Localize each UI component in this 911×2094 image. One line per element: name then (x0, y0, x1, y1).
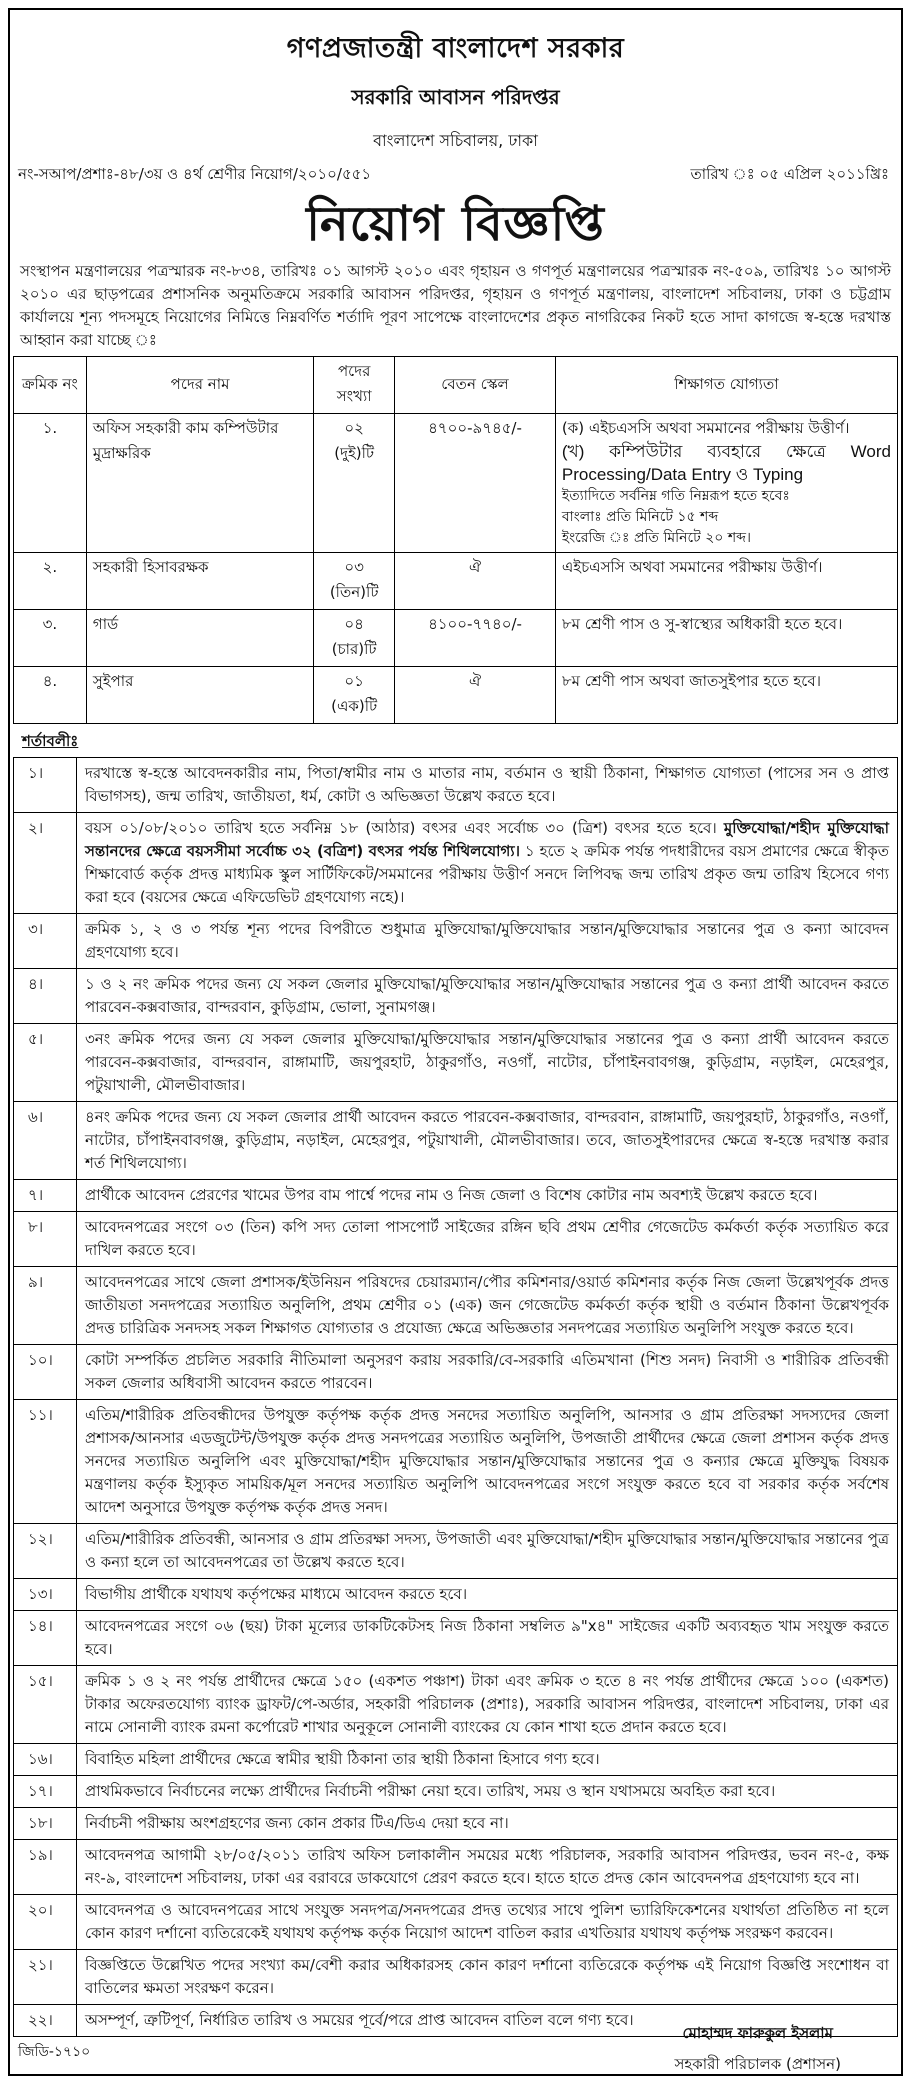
count-words: (এক)টি (331, 697, 378, 715)
term-row (14, 914, 898, 969)
header-serial: ক্রমিক নং (14, 357, 87, 414)
term-text: এতিম/শারীরিক প্রতিবন্ধী, আনসার ও গ্রাম প্রতিরক্ষা সদস্য, উপজাতী এবং মুক্তিযোদ্ধা/শহীদ মুক্তিযোদ্ধার সন্তান/মুক্তিযোদ্ধার সন্তানের পুত্র ও কন্যা হলে তা আবেদনপত্রের তা উল্লেখ করতে হবে। (77, 1524, 898, 1579)
row-serial: ৪. (14, 667, 87, 724)
term-text: আবেদনপত্র ও আবেদনপত্রের সাথে সংযুক্ত সনদপত্র/সনদপত্রের প্রদত্ত তথ্যের সাথে পুলিশ ভ্যারিফিকেশনের যথার্থতা প্রতিষ্ঠিত না হলে কোন কারণ দর্শানো ব্যতিরেকেই যথাযথ কর্তৃপক্ষ কর্তৃক নিয়োগ আদেশ বাতিল করার এখতিয়ার যথাযথ কর্তৃপক্ষ সংরক্ষণ করবেন। (77, 1895, 898, 1950)
term-number: ১। (14, 758, 77, 813)
gd-number: জিডি-১৭১০ (18, 2044, 91, 2060)
term-text: এতিম/শারীরিক প্রতিবন্ধীদের উপযুক্ত কর্তৃপক্ষ কর্তৃক প্রদত্ত সনদের সত্যায়িত অনুলিপি, আনসার ও গ্রাম প্রতিরক্ষা সদস্যদের জেলা প্রশাসক/আনসার এডজুটেন্ট/উপযুক্ত কর্তৃক প্রদত্ত সনদপত্রের সত্যায়িত অনুলিপি, উপজাতী প্রার্থীদের ক্ষেত্রে জেলা প্রশাসন কর্তৃক প্রদত্ত সনদের সত্যায়িত অনুলিপি এবং মুক্তিযোদ্ধা/শহীদ মুক্তিযোদ্ধার সন্তান/মুক্তিযোদ্ধার সন্তানের পুত্র ও কন্যার ক্ষেত্রে মুক্তিযুদ্ধ বিষয়ক মন্ত্রণালয় কর্তৃক ইস্যুকৃত সাময়িক/মূল সনদের সত্যায়িত অনুলিপি আবেদনপত্রের সংগে সংযুক্ত করতে হবে বা সরকার কর্তৃক সর্বশেষ আদেশ অনুসারে উপযুক্ত কর্তৃপক্ষ কর্তৃক প্রদত্ত সনদ। (77, 1400, 898, 1524)
row-post-count (314, 610, 395, 667)
term-row (14, 1579, 898, 1611)
term-text (77, 813, 898, 914)
term-number: ২০। (14, 1895, 77, 1950)
term-row (14, 1180, 898, 1212)
row-qualification: ৮ম শ্রেণী পাস ও সু-স্বাস্থ্যের অধিকারী হতে হবে। (555, 610, 897, 667)
term-number: ২১। (14, 1950, 77, 2005)
government-name: গণপ্রজাতন্ত্রী বাংলাদেশ সরকার (286, 33, 625, 64)
term-number: ১৩। (14, 1579, 77, 1611)
signatory-name: মোহাম্মদ ফারুকুল ইসলাম (682, 2024, 833, 2042)
term-row (14, 758, 898, 813)
terms-heading: শর্তাবলীঃ (22, 732, 79, 750)
term-row (14, 1267, 898, 1345)
term-text: আবেদনপত্রের সংগে ০৬ (ছয়) টাকা মূল্যের ডাকটিকেটসহ নিজ ঠিকানা সম্বলিত ৯"x৪" সাইজের একটি অব্যবহৃত খাম সংযুক্ত করতে হবে। (77, 1611, 898, 1666)
count-words: (চার)টি (331, 640, 377, 658)
terms-table (13, 757, 898, 2037)
term-text-bold: মুক্তিযোদ্ধা/শহীদ মুক্তিযোদ্ধা সন্তানদের ক্ষেত্রে বয়সসীমা সর্বোচ্চ ৩২ (বত্রিশ) বৎসর পর্যন্ত শিথিলযোগ্য। (85, 819, 889, 860)
term-number: ১০। (14, 1345, 77, 1400)
notice-title: নিয়োগ বিজ্ঞপ্তি (306, 196, 605, 252)
term-row (14, 1666, 898, 1744)
qualification-english-speed: ইংরেজি ঃ প্রতি মিনিটে ২০ শব্দ। (561, 530, 751, 546)
term-text: আবেদনপত্র আগামী ২৮/০৫/২০১১ তারিখ অফিস চলাকালীন সময়ের মধ্যে পরিচালক, সরকারি আবাসন পরিদপ্তর, ভবন নং-৫, কক্ষ নং-৯, বাংলাদেশ সচিবালয়, ঢাকা এর বরাবরে ডাকযোগে প্রেরণ করতে হবে। হাতে হাতে প্রদত্ত কোন আবেদনপত্র গ্রহণযোগ্য হবে না। (77, 1840, 898, 1895)
table-row (14, 610, 898, 667)
row-post-name: গার্ড (86, 610, 313, 667)
term-number: ১৭। (14, 1776, 77, 1808)
term-row (14, 1102, 898, 1180)
row-post-name: সহকারী হিসাবরক্ষক (86, 553, 313, 610)
term-text: অসম্পূর্ণ, ত্রুটিপূর্ণ, নির্ধারিত তারিখ ও সময়ের পূর্বে/পরে প্রাপ্ত আবেদন বাতিল বলে গণ্য হবে। (77, 2005, 898, 2037)
row-post-count (314, 667, 395, 724)
term-row (14, 1895, 898, 1950)
term-number: ৬। (14, 1102, 77, 1180)
term-text: বিজ্ঞপ্তিতে উল্লেখিত পদের সংখ্যা কম/বেশী করার অধিকারসহ কোন কারণ দর্শানো ব্যতিরেকে কর্তৃপক্ষ এই নিয়োগ বিজ্ঞপ্তি সংশোধন বা বাতিলের ক্ষমতা সংরক্ষণ করেন। (77, 1950, 898, 2005)
reference-number: নং-সআপ/প্রশাঃ-৪৮/৩য় ও ৪র্থ শ্রেণীর নিয়োগ/২০১০/৫৫১ (18, 165, 372, 183)
posts-table (13, 356, 898, 724)
term-text: আবেদনপত্রের সাথে জেলা প্রশাসক/ইউনিয়ন পরিষদের চেয়ারম্যান/পৌর কমিশনার/ওয়ার্ড কমিশনার কর্তৃক নিজ জেলা উল্লেখপূর্বক প্রদত্ত জাতীয়তা সনদপত্রের সত্যায়িত অনুলিপি, প্রথম শ্রেণীর ০১ (এক) জন গেজেটেড কর্মকর্তা কর্তৃক স্থায়ী ও বর্তমান ঠিকানা উল্লেখপূর্বক প্রদত্ত চারিত্রিক সনদসহ সকল শিক্ষাগত যোগ্যতার ও প্রযোজ্য ক্ষেত্রে অভিজ্ঞতার সনদপত্রের সত্যায়িত অনুলিপি সংযুক্ত করতে হবে। (77, 1267, 898, 1345)
row-post-count (314, 414, 395, 553)
header-post-count: পদের সংখ্যা (314, 357, 395, 414)
term-text: নির্বাচনী পরীক্ষায় অংশগ্রহণের জন্য কোন প্রকার টিএ/ডিএ দেয়া হবে না। (77, 1808, 898, 1840)
row-qualification: এইচএসসি অথবা সমমানের পরীক্ষায় উত্তীর্ণ। (555, 553, 897, 610)
count-words: (তিন)টি (329, 583, 379, 601)
count-number: ০৩ (344, 558, 364, 576)
term-number: ১৪। (14, 1611, 77, 1666)
header (10, 28, 901, 155)
term-text: ৪নং ক্রমিক পদের জন্য যে সকল জেলার প্রার্থী আবেদন করতে পারবেন-কক্সবাজার, বান্দরবান, রাঙ্গামাটি, জয়পুরহাট, ঠাকুরগাঁও, নওগাঁ, নাটোর, চাঁপাইনবাবগঞ্জ, কুড়িগ্রাম, নড়াইল, মেহেরপুর, পটুয়াখালী, মৌলভীবাজার। তবে, জাতসুইপারদের ক্ষেত্রে স্ব-হস্তে দরখাস্ত করার শর্ত শিথিলযোগ্য। (77, 1102, 898, 1180)
term-row (14, 1345, 898, 1400)
term-row (14, 1611, 898, 1666)
row-pay-scale: ঐ (395, 553, 556, 610)
department-name: সরকারি আবাসন পরিদপ্তর (351, 85, 560, 109)
row-post-name: অফিস সহকারী কাম কম্পিউটার মুদ্রাক্ষরিক (86, 414, 313, 553)
term-number: ৩। (14, 914, 77, 969)
term-text: ১ ও ২ নং ক্রমিক পদের জন্য যে সকল জেলার মুক্তিযোদ্ধা/মুক্তিযোদ্ধার সন্তান/মুক্তিযোদ্ধার সন্তানের পুত্র ও কন্যা প্রার্থী আবেদন করতে পারবেন-কক্সবাজার, বান্দরবান, কুড়িগ্রাম, ভোলা, সুনামগঞ্জ। (77, 969, 898, 1024)
row-post-count (314, 553, 395, 610)
term-text: ৩নং ক্রমিক পদের জন্য যে সকল জেলার মুক্তিযোদ্ধা/মুক্তিযোদ্ধার সন্তান/মুক্তিযোদ্ধার সন্তানের পুত্র ও কন্যা প্রার্থী আবেদন করতে পারবেন-কক্সবাজার, বান্দরবান, রাঙ্গামাটি, জয়পুরহাট, ঠাকুরগাঁও, নওগাঁ, নাটোর, চাঁপাইনবাবগঞ্জ, কুড়িগ্রাম, নড়াইল, মেহেরপুর, পটুয়াখালী, মৌলভীবাজার। (77, 1024, 898, 1102)
qualification-bangla-speed: বাংলাঃ প্রতি মিনিটে ১৫ শব্দ (561, 509, 719, 525)
signature-block (674, 2022, 841, 2078)
term-number: ১৬। (14, 1744, 77, 1776)
row-qualification (555, 414, 897, 553)
row-serial: ৩. (14, 610, 87, 667)
count-number: ০২ (344, 419, 364, 437)
intro-paragraph: সংস্থাপন মন্ত্রণালয়ের পত্রস্মারক নং-৮৩৪, তারিখঃ ০১ আগস্ট ২০১০ এবং গৃহায়ন ও গণপূর্ত মন্ত্রণালয়ের পত্রস্মারক নং-৫০৯, তারিখঃ ১০ আগস্ট ২০১০ এর ছাড়পত্রের প্রশাসনিক অনুমতিক্রমে সরকারি আবাসন পরিদপ্তর, গৃহায়ন ও গণপূর্ত মন্ত্রণালয়, বাংলাদেশ সচিবালয়, ঢাকা ও চট্টগ্রাম কার্যালয়ে শূন্য পদসমূহে নিয়োগের নিমিত্তে নিম্নবর্ণিত শর্তাদি পূরণ সাপেক্ষে বাংলাদেশের প্রকৃত নাগরিকের নিকট হতে সাদা কাগজে স্ব-হস্তে দরখাস্ত আহ্বান করা যাচ্ছে ঃ (20, 262, 891, 349)
count-number: ০১ (344, 672, 364, 690)
term-text: ক্রমিক ১ ও ২ নং পর্যন্ত প্রার্থীদের ক্ষেত্রে ১৫০ (একশত পঞ্চাশ) টাকা এবং ক্রমিক ৩ হতে ৪ নং পর্যন্ত প্রার্থীদের ক্ষেত্রে ১০০ (একশত) টাকার অফেরতযোগ্য ব্যাংক ড্রাফট/পে-অর্ডার, সহকারী পরিচালক (প্রশাঃ), সরকারি আবাসন পরিদপ্তর, বাংলাদেশ সচিবালয়, ঢাকা এর নামে সোনালী ব্যাংক রমনা কর্পোরেট শাখার অনুকূলে সোনালী ব্যাংকের যে কোন শাখা হতে প্রদান করতে হবে। (77, 1666, 898, 1744)
term-text: আবেদনপত্রের সংগে ০৩ (তিন) কপি সদ্য তোলা পাসপোর্ট সাইজের রঙ্গিন ছবি প্রথম শ্রেণীর গেজেটেড কর্মকর্তা কর্তৃক সত্যায়িত করে দাখিল করতে হবে। (77, 1212, 898, 1267)
row-post-name: সুইপার (86, 667, 313, 724)
row-pay-scale: ৪১০০-৭৭৪০/- (395, 610, 556, 667)
row-qualification: ৮ম শ্রেণী পাস অথবা জাতসুইপার হতে হবে। (555, 667, 897, 724)
term-text: ক্রমিক ১, ২ ও ৩ পর্যন্ত শূন্য পদের বিপরীতে শুধুমাত্র মুক্তিযোদ্ধা/মুক্তিযোদ্ধার সন্তান/মুক্তিযোদ্ধার সন্তানের পুত্র ও কন্যা আবেদন গ্রহণযোগ্য হবে। (77, 914, 898, 969)
term-number: ৪। (14, 969, 77, 1024)
signatory-title: সহকারী পরিচালক (প্রশাসন) (674, 2055, 841, 2073)
address: বাংলাদেশ সচিবালয়, ঢাকা (373, 131, 538, 150)
term-text: বিবাহিত মহিলা প্রার্থীদের ক্ষেত্রে স্বামীর স্থায়ী ঠিকানা তার স্থায়ী ঠিকানা হিসাবে গণ্য হবে। (77, 1744, 898, 1776)
term-row (14, 1400, 898, 1524)
term-row (14, 1840, 898, 1895)
row-pay-scale: ৪৭০০-৯৭৪৫/- (395, 414, 556, 553)
term-text-part: ১ হতে ২ ক্রমিক পর্যন্ত পদধারীদের বয়স প্রমাণের ক্ষেত্রে স্বীকৃত শিক্ষাবোর্ড কর্তৃক প্রদত্ত মাধ্যমিক স্কুল সার্টিফিকেট/সমমানের পরীক্ষায় উত্তীর্ণ সনদে লিপিবদ্ধ জন্ম তারিখ প্রকৃত জন্ম তারিখ হিসেবে গণ্য করা হবে (বয়সের ক্ষেত্রে এফিডেভিট গ্রহণযোগ্য নহে)। (85, 842, 889, 906)
term-text: দরখাস্তে স্ব-হস্তে আবেদনকারীর নাম, পিতা/স্বামীর নাম ও মাতার নাম, বর্তমান ও স্থায়ী ঠিকানা, শিক্ষাগত যোগ্যতা (পাসের সন ও প্রাপ্ত বিভাগসহ), জন্ম তারিখ, জাতীয়তা, ধর্ম, কোটা ও অভিজ্ঞতা উল্লেখ করতে হবে। (77, 758, 898, 813)
term-number: ১২। (14, 1524, 77, 1579)
term-number: ৭। (14, 1180, 77, 1212)
term-number: ৯। (14, 1267, 77, 1345)
term-row (14, 813, 898, 914)
table-row (14, 553, 898, 610)
table-row (14, 667, 898, 724)
header-post-name: পদের নাম (86, 357, 313, 414)
term-number: ১১। (14, 1400, 77, 1524)
reference-line (18, 163, 889, 188)
term-number: ১৯। (14, 1840, 77, 1895)
term-row (14, 1776, 898, 1808)
qualification-b: (খ) কম্পিউটার ব্যবহারে ক্ষেত্রে Word Processing/Data Entry ও Typing (561, 442, 891, 484)
term-number: ৮। (14, 1212, 77, 1267)
term-number: ৫। (14, 1024, 77, 1102)
count-number: ০৪ (344, 615, 364, 633)
term-row (14, 1744, 898, 1776)
page-border (8, 8, 903, 2076)
term-row (14, 1950, 898, 2005)
term-number: ১৮। (14, 1808, 77, 1840)
term-text: বিভাগীয় প্রার্থীকে যথাযথ কর্তৃপক্ষের মাধ্যমে আবেদন করতে হবে। (77, 1579, 898, 1611)
term-row (14, 969, 898, 1024)
notice-date: তারিখ ঃ ০৫ এপ্রিল ২০১১খ্রিঃ (690, 165, 889, 183)
qualification-a: (ক) এইচএসসি অথবা সমমানের পরীক্ষায় উত্তীর্ণ। (561, 419, 850, 437)
posts-table-header (14, 357, 898, 414)
row-pay-scale: ঐ (395, 667, 556, 724)
term-number: ২। (14, 813, 77, 914)
notice-page (8, 8, 903, 2078)
qualification-speed: ইত্যাদিতে সর্বনিম্ন গতি নিম্নরূপ হতে হবেঃ (561, 488, 790, 504)
term-number: ২২। (14, 2005, 77, 2037)
term-row (14, 1808, 898, 1840)
term-row (14, 1212, 898, 1267)
table-row (14, 414, 898, 553)
term-text: প্রার্থীকে আবেদন প্রেরণের খামের উপর বাম পার্শ্বে পদের নাম ও নিজ জেলা ও বিশেষ কোটার নাম অবশ্যই উল্লেখ করতে হবে। (77, 1180, 898, 1212)
row-serial: ২. (14, 553, 87, 610)
header-pay-scale: বেতন স্কেল (395, 357, 556, 414)
term-text-part: বয়স ০১/০৮/২০১০ তারিখ হতে সর্বনিম্ন ১৮ (আঠার) বৎসর এবং সর্বোচ্চ ৩০ (ত্রিশ) বৎসর হতে হবে। (85, 819, 724, 837)
count-words: (দুই)টি (334, 444, 375, 462)
term-row (14, 1524, 898, 1579)
term-text: প্রাথমিকভাবে নির্বাচনের লক্ষ্যে প্রার্থীদের নির্বাচনী পরীক্ষা নেয়া হবে। তারিখ, সময় ও স্থান যথাসময়ে অবহিত করা হবে। (77, 1776, 898, 1808)
term-row (14, 1024, 898, 1102)
row-serial: ১. (14, 414, 87, 553)
header-qualification: শিক্ষাগত যোগ্যতা (555, 357, 897, 414)
footer (10, 2018, 901, 2073)
term-text: কোটা সম্পর্কিত প্রচলিত সরকারি নীতিমালা অনুসরণ করায় সরকারি/বে-সরকারি এতিমখানা (শিশু সনদ) নিবাসী ও শারীরিক প্রতিবন্ধী সকল জেলার অধিবাসী আবেদন করতে পারবেন। (77, 1345, 898, 1400)
term-number: ১৫। (14, 1666, 77, 1744)
